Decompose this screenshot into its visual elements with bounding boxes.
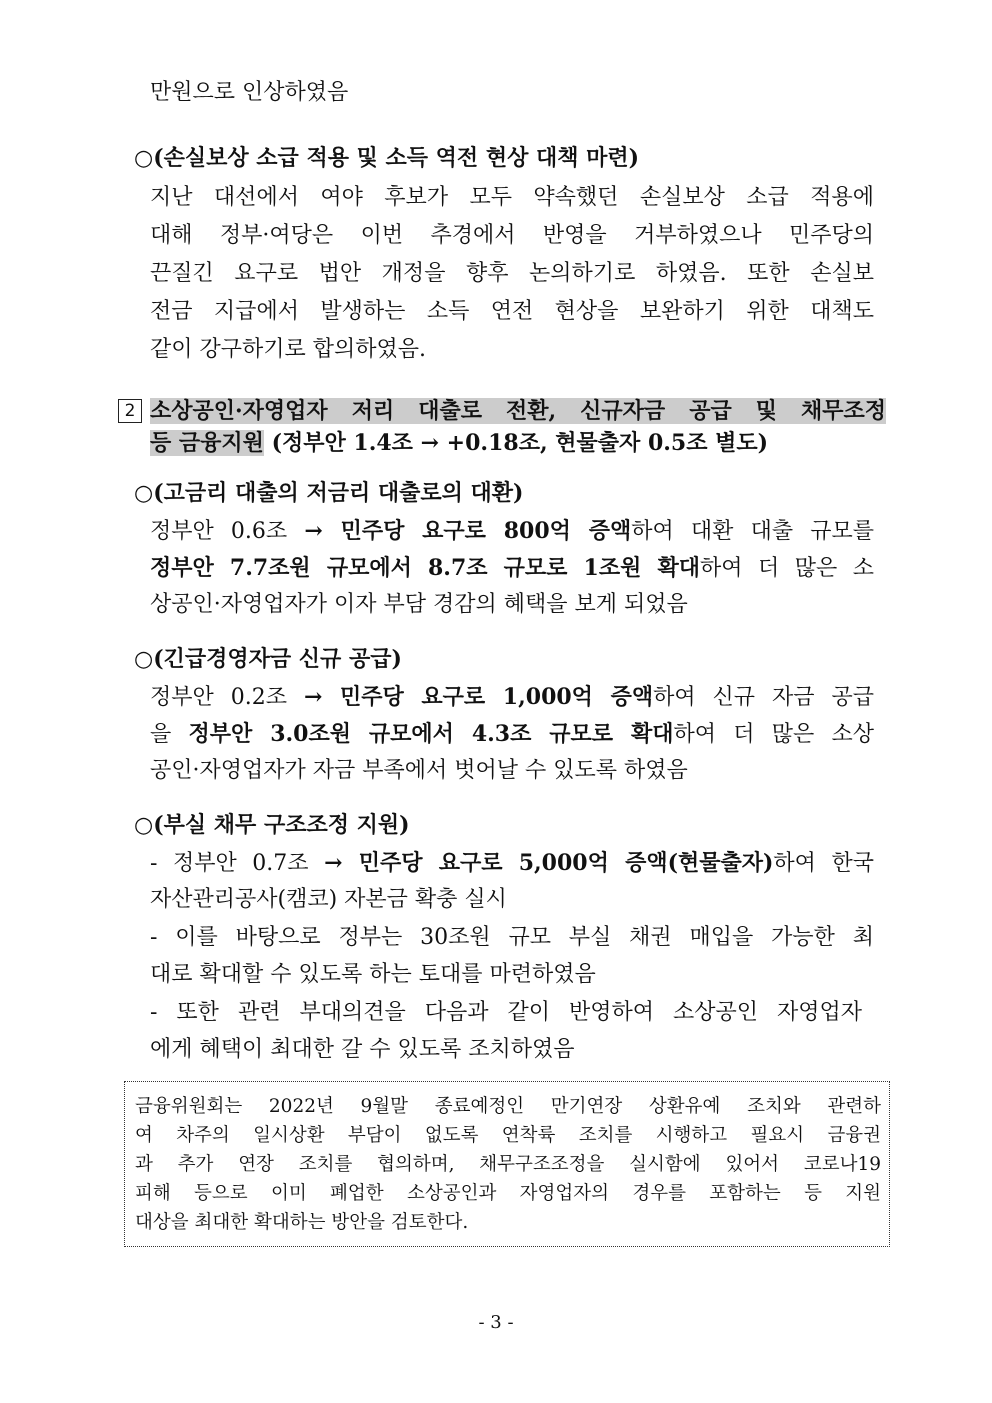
- note-line: 대상을 최대한 확대하는 방안을 검토한다.: [135, 1212, 469, 1233]
- body-line: [150, 682, 874, 713]
- text-run: 하여 한국: [773, 851, 874, 876]
- text-run: 하여 더 많은 소: [700, 556, 874, 581]
- heading-text: (부실 채무 구조조정 지원): [153, 812, 410, 838]
- section-title-highlight: 등 금융지원: [150, 430, 264, 456]
- bold-run: → 민주당 요구로 1,000억 증액: [303, 684, 654, 710]
- heading-text: (손실보상 소급 적용 및 소득 역전 현상 대책 마련): [153, 145, 640, 171]
- body-line: 공인·자영업자가 자금 부족에서 벗어날 수 있도록 하였음: [150, 758, 688, 783]
- bullet-icon: ○: [134, 145, 154, 171]
- bold-run: 정부안 3.0조원 규모에서 4.3조 규모로 확대: [188, 721, 674, 747]
- text-run: 을: [150, 722, 189, 747]
- dash-line: - 이를 바탕으로 정부는 30조원 규모 부실 채권 매입을 가능한 최: [150, 925, 874, 950]
- dash-line: - 또한 관련 부대의견을 다음과 같이 반영하여 소상공인 자영업자: [150, 1000, 862, 1025]
- dash-line: 대로 확대할 수 있도록 하는 토대를 마련하였음: [150, 962, 596, 987]
- note-line: 과 추가 연장 조치를 협의하며, 채무구조조정을 실시함에 있어서 코로나19: [135, 1154, 881, 1175]
- bold-run: 정부안 7.7조원 규모에서 8.7조 규모로 1조원 확대: [150, 555, 701, 581]
- dash-line: [150, 848, 874, 879]
- text-run: 정부안 0.2조: [150, 685, 304, 710]
- item-heading: [134, 810, 410, 840]
- item-heading: [134, 478, 523, 508]
- body-line: [150, 516, 874, 547]
- note-line: 여 차주의 일시상환 부담이 없도록 연착륙 조치를 시행하고 필요시 금융권: [135, 1125, 881, 1146]
- body-line: 상공인·자영업자가 이자 부담 경감의 혜택을 보게 되었음: [150, 592, 688, 617]
- bullet-icon: ○: [134, 646, 154, 672]
- body-line: [150, 553, 874, 584]
- bullet-icon: ○: [134, 480, 154, 506]
- note-line: 피해 등으로 이미 폐업한 소상공인과 자영업자의 경우를 포함하는 등 지원: [135, 1183, 881, 1204]
- intro-text: 만원으로 인상하였음: [150, 80, 349, 105]
- body-line: 대해 정부·여당은 이번 추경에서 반영을 거부하였으나 민주당의: [150, 223, 874, 248]
- bold-run: → 민주당 요구로 5,000억 증액(현물출자): [324, 850, 774, 876]
- text-run: 하여 더 많은 소상: [673, 722, 874, 747]
- body-line: [150, 719, 874, 750]
- text-run: - 정부안 0.7조: [150, 851, 325, 876]
- text-run: 하여 대환 대출 규모를: [631, 519, 875, 544]
- text-run: 하여 신규 자금 공급: [653, 685, 875, 710]
- dash-line: 자산관리공사(캠코) 자본금 확충 실시: [150, 887, 507, 912]
- text-run: 정부안 0.6조: [150, 519, 305, 544]
- section-title-line1: [150, 396, 886, 426]
- heading-text: (고금리 대출의 저금리 대출로의 대환): [153, 480, 524, 506]
- dash-line: 에게 혜택이 최대한 갈 수 있도록 조치하였음: [150, 1037, 575, 1062]
- body-line: 같이 강구하기로 합의하였음.: [150, 337, 427, 362]
- note-line: 금융위원회는 2022년 9월말 종료예정인 만기연장 상환유예 조치와 관련하: [135, 1096, 881, 1117]
- body-line: 끈질긴 요구로 법안 개정을 향후 논의하기로 하였음. 또한 손실보: [150, 261, 874, 286]
- bullet-icon: ○: [134, 812, 154, 838]
- section-title-line2: [150, 428, 768, 458]
- section-number-box: 2: [118, 399, 142, 423]
- item-heading: [134, 143, 639, 173]
- bold-run: → 민주당 요구로 800억 증액: [304, 518, 632, 544]
- item-heading: [134, 644, 402, 674]
- body-line: 전금 지급에서 발생하는 소득 연전 현상을 보완하기 위한 대책도: [150, 299, 874, 324]
- heading-text: (긴급경영자금 신규 공급): [153, 646, 402, 672]
- section-title-highlight: 소상공인·자영업자 저리 대출로 전환, 신규자금 공급 및 채무조정: [150, 398, 886, 424]
- page-number: - 3 -: [478, 1312, 514, 1333]
- body-line: 지난 대선에서 여야 후보가 모두 약속했던 손실보상 소급 적용에: [150, 185, 874, 210]
- section-title-budget: (정부안 1.4조 → +0.18조, 현물출자 0.5조 별도): [263, 430, 769, 456]
- note-box: [124, 1081, 890, 1247]
